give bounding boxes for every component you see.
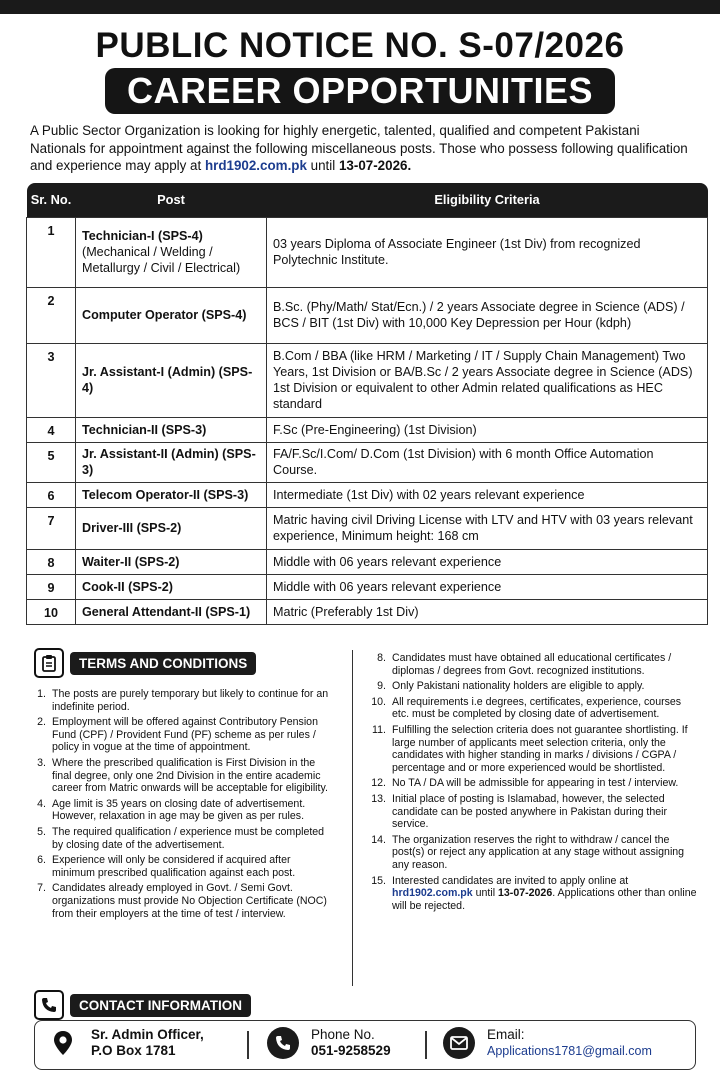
row-post: Telecom Operator-II (SPS-3) [76, 482, 267, 507]
table-row [27, 287, 708, 343]
row-no: 6 [27, 482, 76, 507]
banner-wrap [18, 68, 702, 114]
address-item [47, 1027, 204, 1059]
email-address[interactable]: Applications1781@gmail.com [487, 1044, 652, 1058]
row-criteria: Middle with 06 years relevant experience [267, 549, 708, 574]
row-no: 4 [27, 417, 76, 442]
row-post [76, 217, 267, 287]
row-no: 5 [27, 442, 76, 482]
contact-separator [425, 1031, 427, 1059]
table-row [27, 442, 708, 482]
terms-list-left [24, 688, 336, 920]
row-criteria: FA/F.Sc/I.Com/ D.Com (1st Division) with 6 month Office Automation Course. [267, 442, 708, 482]
address-text [91, 1027, 204, 1059]
intro-website-link[interactable]: hrd1902.com.pk [204, 158, 307, 173]
row-criteria: Matric having civil Driving License with LTV and HTV with 03 years relevant experience, Minimum height: 168 cm [267, 507, 708, 549]
address-line-1: Sr. Admin Officer, [91, 1027, 204, 1042]
row-criteria: 03 years Diploma of Associate Engineer (1st Div) from recognized Polytechnic Institute. [267, 217, 708, 287]
list-item: 4. Age limit is 35 years on closing date of advertisement. However, relaxation in age may be given as per rules. [37, 797, 306, 823]
terms-list-right [364, 652, 698, 912]
phone-book-icon [34, 990, 64, 1020]
list-item: 3. Where the prescribed qualification is First Division in the final degree, only one 2nd Division in the entire academic career from Matric onwards will be acceptable for eligibility. [37, 756, 328, 795]
list-item: 6. Experience will only be considered if acquired after minimum prescribed qualification against each post. [37, 854, 296, 879]
row-criteria: B.Com / BBA (like HRM / Marketing / IT / Supply Chain Management) Two Years, 1st Division or BA/B.Sc / 2 years Associate degree in Science (ADS) 1st Division or equivalent to other Admin related qualifications as HEC standard [267, 343, 708, 417]
phone-text [311, 1027, 391, 1059]
email-icon [443, 1027, 475, 1059]
row-no: 7 [27, 507, 76, 549]
terms-heading [34, 648, 336, 678]
row-criteria: B.Sc. (Phy/Math/ Stat/Ecn.) / 2 years Associate degree in Science (ADS) / BCS / BIT (1st Div) with 10,000 Key Depression per Hour (kdph) [267, 287, 708, 343]
notice-title: PUBLIC NOTICE NO. S-07/2026 [95, 26, 625, 65]
table-row [27, 343, 708, 417]
career-banner: CAREER OPPORTUNITIES [105, 68, 615, 114]
notice-page [18, 14, 702, 625]
contact-separator [247, 1031, 249, 1059]
post-title: Technician-I (SPS-4) [82, 229, 203, 243]
phone-number[interactable]: 051-9258529 [311, 1043, 391, 1058]
row-criteria: F.Sc (Pre-Engineering) (1st Division) [267, 417, 708, 442]
phone-item [267, 1027, 391, 1059]
row-post: Jr. Assistant-I (Admin) (SPS-4) [76, 343, 267, 417]
row-no: 1 [27, 217, 76, 287]
list-item: 11. Fulfilling the selection criteria does not guarantee shortlisting. If large number of applicants meet selection criteria, only the candidates with higher standing in marks / divisions / CGPA / percentage and or more experienced would be shortlisted. [372, 723, 688, 774]
row-post: Jr. Assistant-II (Admin) (SPS-3) [76, 442, 267, 482]
top-border-bar [0, 0, 720, 14]
row-criteria: Middle with 06 years relevant experience [267, 574, 708, 599]
row-no: 8 [27, 549, 76, 574]
row-no: 10 [27, 599, 76, 624]
list-item: 15. Interested candidates are invited to apply online at hrd1902.com.pk until 13-07-2026. Applications other than online will be rejected. [371, 874, 697, 912]
row-no: 2 [27, 287, 76, 343]
posts-table [26, 183, 708, 625]
apply-deadline: 13-07-2026 [498, 887, 553, 900]
table-row [27, 417, 708, 442]
list-item: 1. The posts are purely temporary but likely to continue for an indefinite period. [37, 688, 329, 713]
row-post: Cook-II (SPS-2) [76, 574, 267, 599]
table-header-row [27, 183, 708, 218]
row-post: Driver-III (SPS-2) [76, 507, 267, 549]
intro-until: until [310, 158, 336, 173]
table-row [27, 574, 708, 599]
apply-website-link[interactable]: hrd1902.com.pk [392, 887, 473, 900]
row-post: Computer Operator (SPS-4) [76, 287, 267, 343]
list-item: 13. Initial place of posting is Islamabad, however, the selected candidate can be posted anywhere in Pakistan during their service. [371, 792, 668, 831]
table-row [27, 507, 708, 549]
list-item: 2. Employment will be offered against Contributory Pension Fund (CPF) / Provident Fund (PF) scheme as per rules / policy in vogue at the time of appointment. [37, 716, 318, 754]
terms-left-column [24, 648, 336, 923]
row-criteria: Matric (Preferably 1st Div) [267, 599, 708, 624]
contact-heading [34, 990, 251, 1020]
phone-label: Phone No. [311, 1027, 375, 1042]
email-text [487, 1027, 652, 1059]
intro-deadline: 13-07-2026. [338, 158, 412, 173]
header-sr-no: Sr. No. [27, 183, 76, 218]
column-divider [352, 650, 353, 986]
terms-right-column [364, 652, 698, 915]
list-item: 5. The required qualification / experience must be completed by closing date of the advertisement. [37, 825, 325, 851]
row-post: General Attendant-II (SPS-1) [76, 599, 267, 624]
list-item: 9. Only Pakistani nationality holders are eligible to apply. [377, 680, 645, 693]
list-item: 7. Candidates already employed in Govt. / Semi Govt. organizations must provide No Objection Certificate (NOC) from their employers at the time of test / interview. [37, 882, 327, 920]
table-row [27, 482, 708, 507]
row-no: 9 [27, 574, 76, 599]
address-line-2: P.O Box 1781 [91, 1043, 176, 1058]
table-row [27, 549, 708, 574]
table-row [27, 599, 708, 624]
list-item: 8. Candidates must have obtained all educational certificates / diplomas / degrees from Govt. recognized institutions. [377, 652, 672, 677]
row-no: 3 [27, 343, 76, 417]
post-subtitle: (Mechanical / Welding / Metallurgy / Civil / Electrical) [82, 245, 241, 275]
header-post: Post [76, 183, 267, 218]
list-item: 10. All requirements i.e degrees, certificates, experience, courses etc. must be completed by closing date of advertisement. [371, 695, 682, 721]
phone-icon [267, 1027, 299, 1059]
row-criteria: Intermediate (1st Div) with 02 years relevant experience [267, 482, 708, 507]
contact-box [34, 1020, 696, 1070]
contact-heading-label: CONTACT INFORMATION [70, 994, 251, 1017]
row-post: Waiter-II (SPS-2) [76, 549, 267, 574]
list-item: 12. No TA / DA will be admissible for appearing in test / interview. [371, 777, 679, 790]
location-pin-icon [47, 1027, 79, 1059]
list-item: 14. The organization reserves the right to withdraw / cancel the post(s) or reject any application at any stage without assigning any reason. [371, 833, 685, 871]
clipboard-icon [34, 648, 64, 678]
intro-paragraph [30, 122, 692, 175]
header-criteria: Eligibility Criteria [267, 183, 708, 218]
intro-text: A Public Sector Organization is looking for highly energetic, talented, qualified and competent Pakistani Nationals for appointment against the following miscellaneous posts. Those who possess following qualification and experience may apply at [30, 123, 688, 173]
email-label: Email: [487, 1027, 525, 1042]
row-post: Technician-II (SPS-3) [76, 417, 267, 442]
table-row [27, 217, 708, 287]
email-item [443, 1027, 652, 1059]
terms-heading-label: TERMS AND CONDITIONS [70, 652, 256, 675]
